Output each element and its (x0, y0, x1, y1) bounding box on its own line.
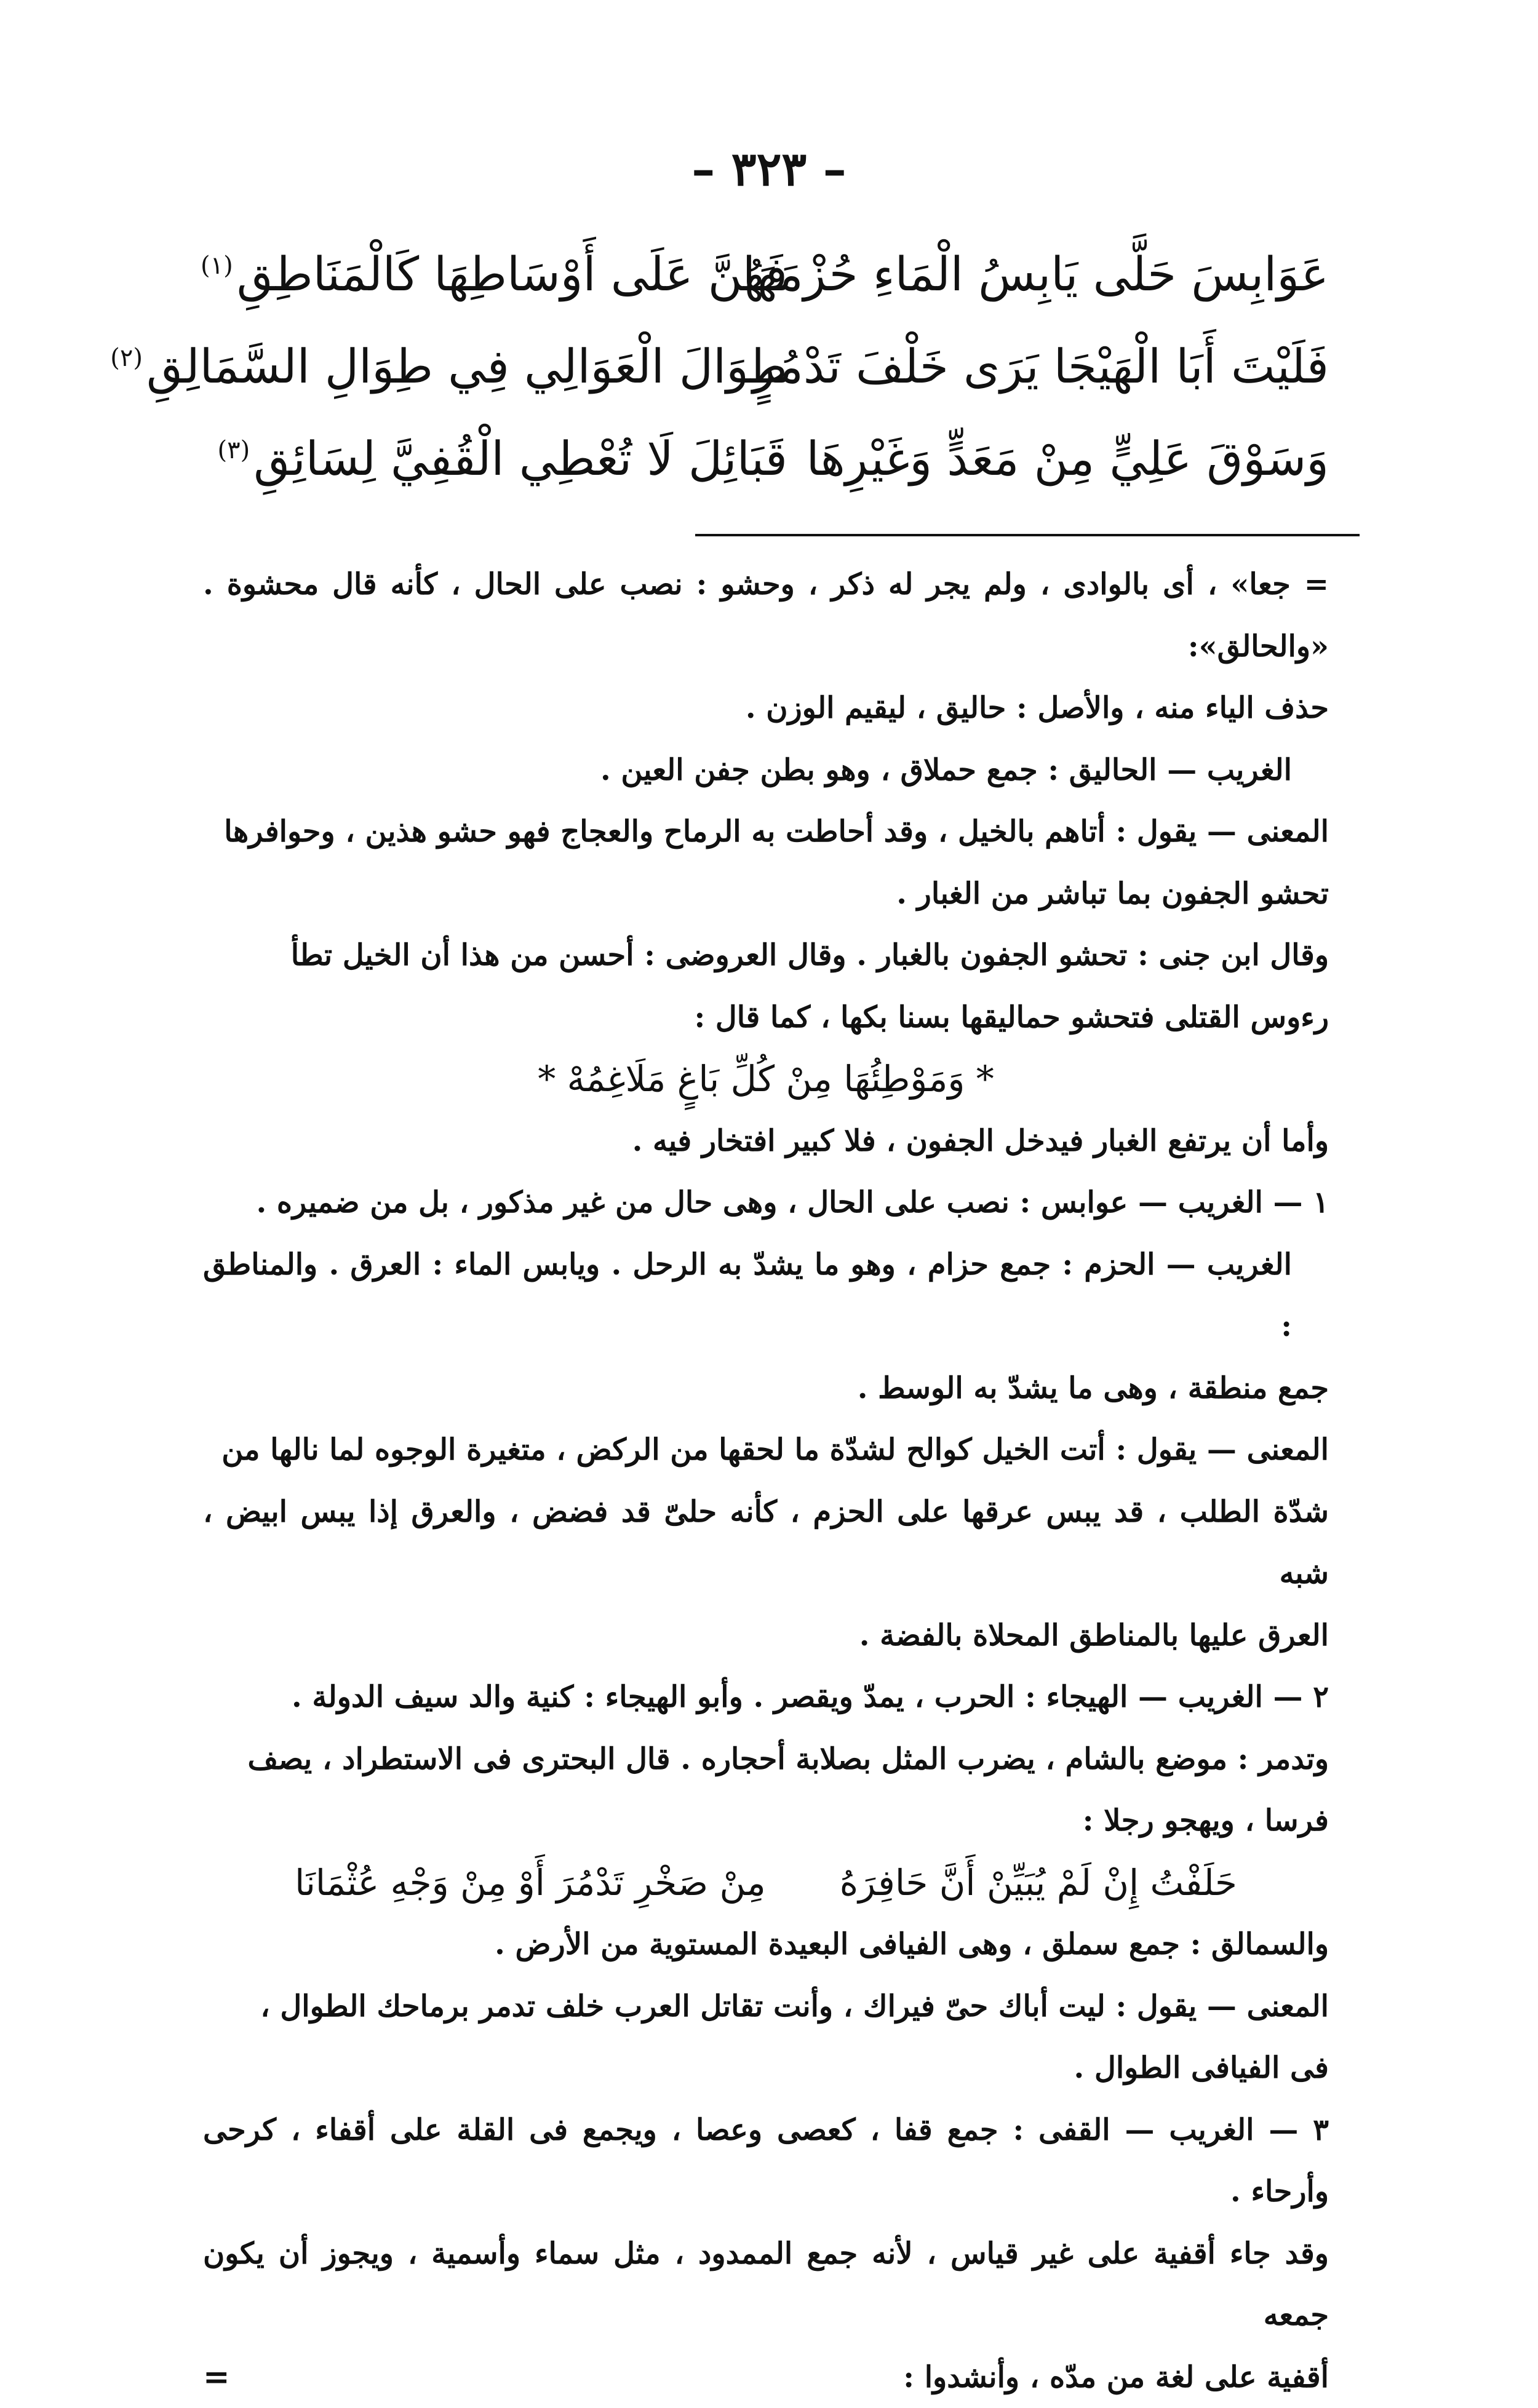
footnote-ref: (١) (201, 252, 233, 280)
verse-second-hemistich (203, 247, 787, 301)
commentary-line: ٢ — الغريب — الهيجاء : الحرب ، يمدّ ويقصر . وأبو الهيجاء : كنية والد سيف الدولة . (203, 1666, 1329, 1728)
verse-line (203, 320, 1329, 412)
commentary-line: فرسا ، ويهجو رجلا : (203, 1790, 1329, 1852)
verse-first-hemistich: عَوَابِسَ حَلَّى يَابِسُ الْمَاءِ حُزْمَهَا (787, 247, 1329, 301)
verse-second-hemistich (203, 339, 787, 394)
verse-second-hemistich (203, 431, 787, 486)
verse-line (203, 228, 1329, 320)
commentary-line: تحشو الجفون بما تباشر من الغبار . (203, 863, 1329, 925)
commentary-line: شدّة الطلب ، قد يبس عرقها على الحزم ، كأنه حلىّ قد فضض ، والعرق إذا يبس ابيض ، شبه (203, 1481, 1329, 1605)
footnote-ref: (٢) (110, 344, 143, 372)
commentary-line: العرق عليها بالمناطق المحلاة بالفضة . (203, 1605, 1329, 1667)
quoted-couplet (203, 1852, 1329, 1914)
commentary-line: رءوس القتلى فتحشو حماليقها بسنا بكها ، كما قال : (203, 987, 1329, 1049)
commentary-text: أقفية على لغة من مدّه ، وأنشدوا : (903, 2360, 1329, 2394)
commentary-line: = جعا» ، أى بالوادى ، ولم يجر له ذكر ، وحشو : نصب على الحال ، كأنه قال محشوة . «والحالق»: (203, 554, 1329, 677)
couplet-first-hemistich: حَلَفْتُ إِنْ لَمْ يُبَيِّنْ أَنَّ حَافِرَهُ (840, 1852, 1237, 1914)
couplet-second-hemistich: مِنْ صَخْرِ تَدْمُرَ أَوْ مِنْ وَجْهِ عُثْمَانَا (295, 1852, 766, 1914)
page-number: – ٣٢٣ – (0, 141, 1538, 196)
verse-first-hemistich: فَلَيْتَ أَبَا الْهَيْجَا يَرَى خَلْفَ تَدْمُرٍ (787, 339, 1329, 394)
commentary-line: جمع منطقة ، وهى ما يشدّ به الوسط . (203, 1357, 1329, 1420)
commentary-line: الغريب — الحاليق : جمع حملاق ، وهو بطن جفن العين . (203, 739, 1329, 801)
footnote-ref: (٣) (218, 436, 250, 464)
commentary (203, 554, 1329, 2408)
separator-rule (695, 534, 1360, 536)
commentary-line: وقال ابن جنى : تحشو الجفون بالغبار . وقال العروضى : أحسن من هذا أن الخيل تطأ (203, 924, 1329, 987)
commentary-line: المعنى — يقول : ليت أباك حىّ فيراك ، وأنت تقاتل العرب خلف تدمر برماحك الطوال ، (203, 1976, 1329, 2038)
continuation-mark: = (203, 2346, 230, 2408)
quoted-verse: * وَمَوْطِئُهَا مِنْ كُلِّ بَاغٍ مَلَاغِمُهْ * (203, 1048, 1329, 1110)
poem-verses (203, 228, 1329, 504)
commentary-line: وأما أن يرتفع الغبار فيدخل الجفون ، فلا كبير افتخار فيه . (203, 1110, 1329, 1172)
commentary-line: وتدمر : موضع بالشام ، يضرب المثل بصلابة أحجاره . قال البحترى فى الاستطراد ، يصف (203, 1728, 1329, 1790)
verse-second-text: فَهُنَّ عَلَى أَوْسَاطِهَا كَالْمَنَاطِقِ (237, 247, 787, 301)
verse-line (203, 412, 1329, 504)
commentary-line: ١ — الغريب — عوابس : نصب على الحال ، وهى حال من غير مذكور ، بل من ضميره . (203, 1172, 1329, 1234)
commentary-line: والسمالق : جمع سملق ، وهى الفيافى البعيدة المستوية من الأرض . (203, 1913, 1329, 1976)
commentary-line: المعنى — يقول : أتت الخيل كوالح لشدّة ما لحقها من الركض ، متغيرة الوجوه لما نالها من (203, 1419, 1329, 1481)
commentary-line: الغريب — الحزم : جمع حزام ، وهو ما يشدّ به الرحل . ويابس الماء : العرق . والمناطق : (203, 1234, 1329, 1357)
commentary-line: المعنى — يقول : أتاهم بالخيل ، وقد أحاطت به الرماح والعجاج فهو حشو هذين ، وحوافرها (203, 801, 1329, 863)
verse-first-hemistich: وَسَوْقَ عَلِيٍّ مِنْ مَعَدٍّ وَغَيْرِهَا (787, 431, 1329, 486)
verse-second-text: قَبَائِلَ لَا تُعْطِي الْقُفِيَّ لِسَائِقِ (253, 431, 787, 486)
commentary-line (203, 2346, 1329, 2408)
commentary-line: فى الفيافى الطوال . (203, 2037, 1329, 2099)
commentary-line: وقد جاء أقفية على غير قياس ، لأنه جمع الممدود ، مثل سماء وأسمية ، ويجوز أن يكون جمعه (203, 2223, 1329, 2346)
commentary-line: حذف الياء منه ، والأصل : حاليق ، ليقيم الوزن . (203, 677, 1329, 739)
verse-second-text: طِوَالَ الْعَوَالِي فِي طِوَالِ السَّمَالِقِ (146, 339, 787, 394)
commentary-line: ٣ — الغريب — القفى : جمع قفا ، كعصى وعصا ، ويجمع فى القلة على أقفاء ، كرحى وأرحاء . (203, 2099, 1329, 2223)
